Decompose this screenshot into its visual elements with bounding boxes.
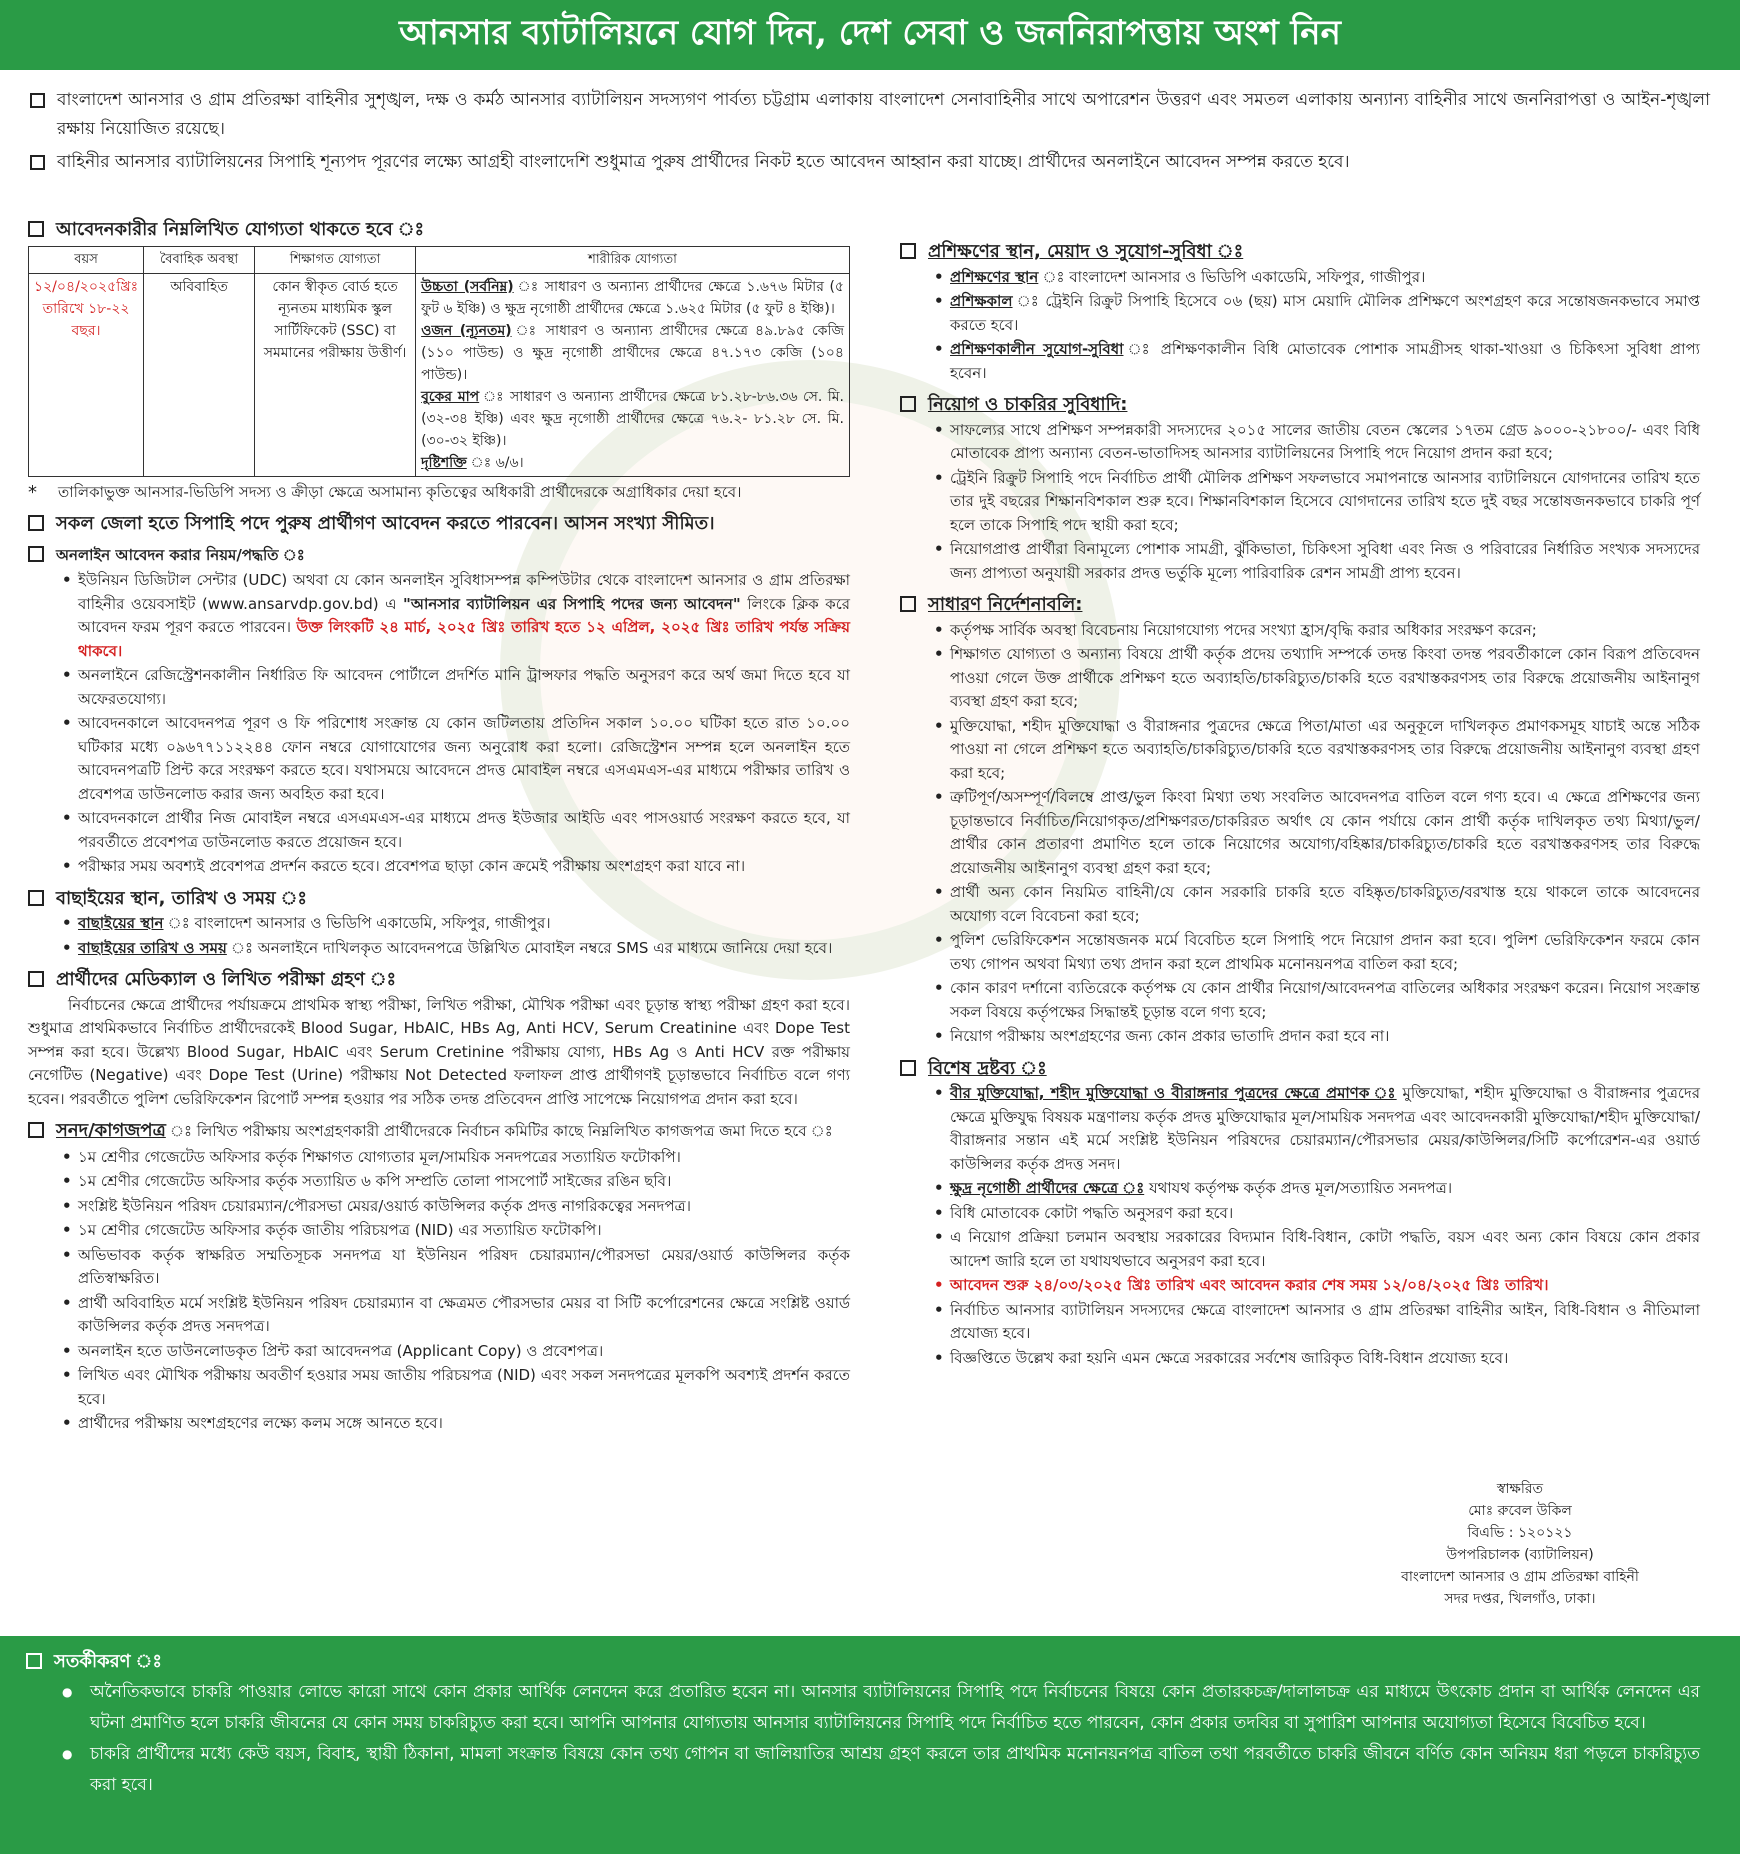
list-item: • মুক্তিযোদ্ধা, শহীদ মুক্তিযোদ্ধা ও বীরাঙ্গনার পুত্রদের ক্ষেত্রে পিতা/মাতা এর অনুকূলে দাখিলকৃত প্রমাণকসমূহ যাচাই অন্তে সঠিক পাওয়া না গেলে প্রশিক্ষণ হতে অব্যাহতি/চাকরিচ্যুত/চাকরি হতে বরখাস্তকরণসহ তার বিরুদ্ধে প্রয়োজনীয় আইনানুগ ব্যবস্থা গ্রহণ করা হবে;: [950, 715, 1700, 786]
general-heading: সাধারণ নির্দেশনাবলি:: [900, 593, 1700, 617]
checkbox-icon: [30, 155, 45, 170]
list-item: • পুলিশ ভেরিফিকেশন সন্তোষজনক মর্মে বিবেচিত হলে সিপাহি পদে নিয়োগ প্রদান করা হবে। পুলিশ ভেরিফিকেশন ফরমে কোন তথ্য গোপন অথবা মিথ্যা তথ্য প্রদান করা হলে প্রাথমিক মনোনয়নপত্র বাতিল করা হবে;: [950, 929, 1700, 976]
checkbox-icon: [26, 1653, 42, 1669]
special-heading: বিশেষ দ্রষ্টব্য ঃ: [900, 1057, 1700, 1081]
list-item: • প্রার্থী অন্য কোন নিয়মিত বাহিনী/যে কোন সরকারি চাকরি হতে বহিষ্কৃত/চাকরিচ্যুত/বরখাস্ত হয়ে থাকলে তাকে আবেদনের অযোগ্য বলে বিবেচনা করা হবে;: [950, 881, 1700, 928]
weight-requirement: ওজন (ন্যূনতম) ঃ সাধারণ ও অন্যান্য প্রার্থীদের ক্ষেত্রে ৪৯.৮৯৫ কেজি (১১০ পাউন্ড) ও ক্ষুদ্র নৃগোষ্ঠী প্রার্থীদের ক্ষেত্রে ৪৭.১৭৩ কেজি (১০৪ পাউন্ড)।: [421, 322, 844, 383]
training-list: [900, 266, 1700, 386]
checkbox-icon: [30, 93, 45, 108]
documents-heading: সনদ/কাগজপত্র ঃ লিখিত পরীক্ষায় অংশগ্রহণকারী প্রার্থীদেরকে নির্বাচন কমিটির কাছে নিম্নলিখিত কাগজপত্র জমা দিতে হবে ঃ: [28, 1119, 850, 1144]
intro-section: [30, 86, 1710, 181]
checkbox-icon: [900, 1060, 916, 1076]
list-item: • বিধি মোতাবেক কোটা পদ্ধতি অনুসরণ করা হবে।: [950, 1202, 1700, 1226]
signature-line: বিএভি : ১২০১২১: [1467, 1525, 1573, 1541]
list-item: • অনলাইনে রেজিস্ট্রেশনকালীন নির্ধারিত ফি আবেদন পোর্টালে প্রদর্শিত মানি ট্রান্সফার পদ্ধতি অনুসরণ করে অর্থ জমা দিতে হবে যা অফেরতযোগ্য।: [78, 664, 850, 711]
training-heading: প্রশিক্ষণের স্থান, মেয়াদ ও সুযোগ-সুবিধা ঃ: [900, 240, 1700, 264]
signature-line: স্বাক্ষরিত: [1496, 1481, 1544, 1497]
list-item: • ১ম শ্রেণীর গেজেটেড অফিসার কর্তৃক সত্যায়িত ৬ কপি সম্প্রতি তোলা পাসপোর্ট সাইজের রঙিন ছবি।: [78, 1170, 850, 1194]
signature-line: মোঃ রুবেল উকিল: [1468, 1503, 1572, 1519]
list-item: • পরীক্ষার সময় অবশ্যই প্রবেশপত্র প্রদর্শন করতে হবে। প্রবেশপত্র ছাড়া কোন ক্রমেই পরীক্ষায় অংশগ্রহণ করা যাবে না।: [78, 855, 850, 879]
general-list: [900, 619, 1700, 1049]
checkbox-icon: [28, 890, 44, 906]
checkbox-icon: [900, 596, 916, 612]
checkbox-icon: [28, 546, 44, 562]
checkbox-icon: [28, 971, 44, 987]
table-header: বৈবাহিক অবস্থা: [144, 246, 255, 273]
table-header: শিক্ষাগত যোগ্যতা: [255, 246, 416, 273]
online-heading: অনলাইন আবেদন করার নিয়ম/পদ্ধতি ঃ: [28, 544, 850, 568]
all-district-heading: সকল জেলা হতে সিপাহি পদে পুরুষ প্রার্থীগণ আবেদন করতে পারবেন। আসন সংখ্যা সীমিত।: [28, 512, 850, 536]
list-item: ● চাকরি প্রার্থীদের মধ্যে কেউ বয়স, বিবাহ, স্থায়ী ঠিকানা, মামলা সংক্রান্ত বিষয়ে কোন তথ্য গোপন বা জালিয়াতির আশ্রয় গ্রহণ করলে তার প্রাথমিক মনোনয়নপত্র বাতিল তথা পরবর্তীতে চাকরি জীবনে বর্ণিত কোন অনিয়ম ধরা পড়লে চাকরিচ্যুত করা হবে।: [90, 1739, 1700, 1801]
list-item: • ক্ষুদ্র নৃগোষ্ঠী প্রার্থীদের ক্ষেত্রে ঃ যথাযথ কর্তৃপক্ষ কর্তৃক প্রদত্ত মূল/সত্যায়িত সনদপত্র।: [950, 1177, 1700, 1201]
list-item: • ইউনিয়ন ডিজিটাল সেন্টার (UDC) অথবা যে কোন অনলাইন সুবিধাসম্পন্ন কম্পিউটার থেকে বাংলাদেশ আনসার ও গ্রাম প্রতিরক্ষা বাহিনীর ওয়েবসাইট (www.ansarvdp.gov.bd) এ "আনসার ব্যাটালিয়ন এর সিপাহি পদের জন্য আবেদন" লিংকে ক্লিক করে আবেদন ফরম পূরণ করতে পারবেন। উক্ত লিংকটি ২৪ মার্চ, ২০২৫ খ্রিঃ তারিখ হতে ১২ এপ্রিল, ২০২৫ খ্রিঃ তারিখ পর্যন্ত সক্রিয় থাকবে।: [78, 569, 850, 663]
list-item: • কর্তৃপক্ষ সার্বিক অবস্থা বিবেচনায় নিয়োগযোগ্য পদের সংখ্যা হ্রাস/বৃদ্ধি করার অধিকার সংরক্ষণ করেন;: [950, 619, 1700, 643]
list-item: • প্রার্থী অবিবাহিত মর্মে সংশ্লিষ্ট ইউনিয়ন পরিষদ চেয়ারম্যান বা ক্ষেত্রমত পৌরসভার মেয়র বা সিটি কর্পোরেশনের ক্ষেত্রে সংশ্লিষ্ট ওয়ার্ড কাউন্সিলর কর্তৃক প্রদত্ত সনদপত্র।: [78, 1292, 850, 1339]
list-item: • শিক্ষাগত যোগ্যতা ও অন্যান্য বিষয়ে প্রার্থী কর্তৃক প্রদেয় তথ্যাদি সম্পর্কে তদন্ত কিংবা তদন্ত পরবর্তীকালে কোন বিরূপ প্রতিবেদন পাওয়া গেলে উক্ত প্রার্থীকে প্রশিক্ষণ হতে অব্যাহতি/চাকরিচ্যুত/চাকরি হতে বরখাস্তকরণসহ তার বিরুদ্ধে প্রয়োজনীয় আইনানুগ ব্যবস্থা গ্রহণ করা হবে;: [950, 643, 1700, 714]
documents-list: [28, 1146, 850, 1436]
list-item: • বীর মুক্তিযোদ্ধা, শহীদ মুক্তিযোদ্ধা ও বীরাঙ্গনার পুত্রদের ক্ষেত্রে প্রমাণক ঃ মুক্তিযোদ্ধা, শহীদ মুক্তিযোদ্ধা ও বীরাঙ্গনার পুত্রদের ক্ষেত্রে মুক্তিযুদ্ধ বিষয়ক মন্ত্রণালয় কর্তৃক প্রদত্ত মুক্তিযোদ্ধার মূল/সাময়িক সনদপত্র এবং আবেদনকারী মুক্তিযোদ্ধা/শহীদ মুক্তিযোদ্ধা/বীরাঙ্গনার সন্তান এই মর্মে সংশ্লিষ্ট ইউনিয়ন পরিষদের চেয়ারম্যান/পৌরসভার মেয়র/কাউন্সিলর/সিটি কর্পোরেশন-এর ওয়ার্ড কাউন্সিলর কর্তৃক প্রদত্ত সনদ।: [950, 1082, 1700, 1176]
table-header-row: [29, 246, 850, 273]
selection-heading: বাছাইয়ের স্থান, তারিখ ও সময় ঃ: [28, 887, 850, 911]
list-item: • ১ম শ্রেণীর গেজেটেড অফিসার কর্তৃক শিক্ষাগত যোগ্যতার মূল/সাময়িক সনদপত্রের সত্যায়িত ফটোকপি।: [78, 1146, 850, 1170]
intro-paragraph: বাংলাদেশ আনসার ও গ্রাম প্রতিরক্ষা বাহিনীর সুশৃঙ্খল, দক্ষ ও কর্মঠ আনসার ব্যাটালিয়ন সদস্যগণ পার্বত্য চট্টগ্রাম এলাকায় বাংলাদেশ সেনাবাহিনীর সাথে অপারেশন উত্তরণ এবং সমতল এলাকায় অন্যান্য বাহিনীর সাথে জননিরাপত্তা ও আইন-শৃঙ্খলা রক্ষায় নিয়োজিত রয়েছে।: [30, 86, 1710, 144]
list-item: • আবেদনকালে প্রার্থীর নিজ মোবাইল নম্বরে এসএমএস-এর মাধ্যমে প্রদত্ত ইউজার আইডি এবং পাসওয়ার্ড সংরক্ষণ করতে হবে, যা পরবর্তীতে প্রবেশপত্র ডাউনলোড করতে প্রয়োজন হবে।: [78, 807, 850, 854]
signature-line: সদর দপ্তর, খিলগাঁও, ঢাকা।: [1444, 1591, 1596, 1607]
asterisk-icon: *: [28, 481, 37, 503]
list-item: • আবেদনকালে আবেদনপত্র পূরণ ও ফি পরিশোধ সংক্রান্ত যে কোন জটিলতায় প্রতিদিন সকাল ১০.০০ ঘটিকা হতে রাত ১০.০০ ঘটিকার মধ্যে ০৯৬৭৭১১২২৪৪ ফোন নম্বরে যোগাযোগের জন্য অনুরোধ করা হলো। রেজিস্ট্রেশন সম্পন্ন হলে অনলাইন হতে আবেদনপত্রটি প্রিন্ট করে সংরক্ষণ করতে হবে। যথাসময়ে আবেদনে প্রদত্ত মোবাইল নম্বরে এসএমএস-এর মাধ্যমে পরীক্ষার তারিখ ও প্রবেশপত্র ডাউনলোড করার জন্য অবহিত করা হবে।: [78, 712, 850, 806]
warning-heading: সতর্কীকরণ ঃ: [26, 1646, 1740, 1677]
marital-cell: অবিবাহিত: [144, 273, 255, 476]
banner-title: আনসার ব্যাটালিয়নে যোগ দিন, দেশ সেবা ও জননিরাপত্তায় অংশ নিন: [0, 0, 1740, 70]
list-item: • নির্বাচিত আনসার ব্যাটালিয়ন সদস্যদের ক্ষেত্রে বাংলাদেশ আনসার ও গ্রাম প্রতিরক্ষা বাহিনীর আইন, বিধি-বিধান ও নীতিমালা প্রযোজ্য হবে।: [950, 1299, 1700, 1346]
chest-requirement: বুকের মাপ ঃ সাধারণ ও অন্যান্য প্রার্থীদের ক্ষেত্রে ৮১.২৮-৮৬.৩৬ সে. মি. (৩২-৩৪ ইঞ্চি) এবং ক্ষুদ্র নৃগোষ্ঠী প্রার্থীদের ক্ষেত্রে ৭৬.২- ৮১.২৮ সে. মি. (৩০-৩২ ইঞ্চি)।: [421, 388, 844, 449]
list-item: • অনলাইন হতে ডাউনলোডকৃত প্রিন্ট করা আবেদনপত্র (Applicant Copy) ও প্রবেশপত্র।: [78, 1340, 850, 1364]
list-item: • ট্রেইনি রিক্রুট সিপাহি পদে নির্বাচিত প্রার্থী মৌলিক প্রশিক্ষণ সফলভাবে সমাপনান্তে আনসার ব্যাটালিয়নে যোগদানের তারিখ হতে তার দুই বছরের শিক্ষানবিশকাল শুরু হবে। শিক্ষানবিশকাল হিসেবে যোগদানের তারিখ হতে দুই বছর সন্তোষজনকভাবে চাকরি পূর্ণ হলে তাকে সিপাহি পদে স্থায়ী করা হবে;: [950, 467, 1700, 538]
list-item: • ত্রুটিপূর্ণ/অসম্পূর্ণ/বিলম্বে প্রাপ্ত/ভুল কিংবা মিথ্যা তথ্য সংবলিত আবেদনপত্র বাতিল বলে গণ্য হবে। এ ক্ষেত্রে প্রশিক্ষণের জন্য চূড়ান্তভাবে নির্বাচিত/নিয়োগকৃত/প্রশিক্ষণরত/চাকরিরত অর্থাৎ যে কোন পর্যায়ে কোন প্রার্থী কর্তৃক দাখিলকৃত তথ্য মিথ্যা/ভুল/প্রার্থীর কোন প্রতারণা প্রমাণিত হলে তাকে নিয়োগের অযোগ্য/বহিষ্কার/চাকরিচ্যুত/চাকরি হতে বরখাস্তকরণসহ তার বিরুদ্ধে প্রয়োজনীয় আইনানুগ ব্যবস্থা গ্রহণ করা হবে;: [950, 786, 1700, 880]
application-dates: • আবেদন শুরু ২৪/০৩/২০২৫ খ্রিঃ তারিখ এবং আবেদন করার শেষ সময় ১২/০৪/২০২৫ খ্রিঃ তারিখ।: [950, 1274, 1700, 1298]
warning-footer: [0, 1636, 1740, 1854]
checkbox-icon: [900, 243, 916, 259]
list-item: • বিজ্ঞপ্তিতে উল্লেখ করা হয়নি এমন ক্ষেত্রে সরকারের সর্বশেষ জারিকৃত বিধি-বিধান প্রযোজ্য হবে।: [950, 1347, 1700, 1371]
age-cell: ১২/০৪/২০২৫খ্রিঃ তারিখে ১৮-২২ বছর।: [29, 273, 144, 476]
table-header: শারীরিক যোগ্যতা: [416, 246, 850, 273]
selection-list: [28, 912, 850, 960]
right-column: [900, 232, 1700, 1371]
warning-list: [0, 1677, 1740, 1801]
checkbox-icon: [28, 515, 44, 531]
list-item: • প্রশিক্ষকাল ঃ ট্রেইনি রিক্রুট সিপাহি হিসেবে ০৬ (ছয়) মাস মেয়াদি মৌলিক প্রশিক্ষণে অংশগ্রহণ করে সন্তোষজনকভাবে সমাপ্ত করতে হবে।: [950, 290, 1700, 337]
signature-line: বাংলাদেশ আনসার ও গ্রাম প্রতিরক্ষা বাহিনী: [1401, 1569, 1639, 1585]
list-item: • নিয়োগপ্রাপ্ত প্রার্থীরা বিনামূল্যে পোশাক সামগ্রী, ঝুঁকিভাতা, চিকিৎসা সুবিধা এবং নিজ ও পরিবারের নির্ধারিত সংখ্যক সদস্যদের জন্য প্রাপ্যতা অনুযায়ী সরকার প্রদত্ত ভর্তুকি মূল্যে পারিবারিক রেশন সামগ্রী প্রাপ্য হবেন।: [950, 538, 1700, 585]
list-item: • অভিভাবক কর্তৃক স্বাক্ষরিত সম্মতিসূচক সনদপত্র যা ইউনিয়ন পরিষদ চেয়ারম্যান/পৌরসভা মেয়র/ওয়ার্ড কাউন্সিলর কর্তৃক প্রতিস্বাক্ষরিত।: [78, 1244, 850, 1291]
list-item: • বাছাইয়ের স্থান ঃ বাংলাদেশ আনসার ও ভিডিপি একাডেমি, সফিপুর, গাজীপুর।: [78, 912, 850, 936]
signature-line: উপপরিচালক (ব্যাটালিয়ন): [1446, 1547, 1594, 1563]
list-item: • লিখিত এবং মৌখিক পরীক্ষায় অবতীর্ণ হওয়ার সময় জাতীয় পরিচয়পত্র (NID) এবং সকল সনদপত্রের মূলকপি অবশ্যই প্রদর্শন করতে হবে।: [78, 1364, 850, 1411]
list-item: • নিয়োগ পরীক্ষায় অংশগ্রহণের জন্য কোন প্রকার ভাতাদি প্রদান করা হবে না।: [950, 1025, 1700, 1049]
table-header: বয়স: [29, 246, 144, 273]
list-item: • এ নিয়োগ প্রক্রিয়া চলমান অবস্থায় সরকারের বিদ্যমান বিধি-বিধান, কোটা পদ্ধতি, বয়স এবং অন্য কোন বিষয়ে কোন প্রকার আদেশ জারি হলে তা যথাযথভাবে অনুসরণ করা হবে।: [950, 1226, 1700, 1273]
list-item: • সংশ্লিষ্ট ইউনিয়ন পরিষদ চেয়ারম্যান/পৌরসভা মেয়র/ওয়ার্ড কাউন্সিলর কর্তৃক প্রদত্ত নাগরিকত্বের সনদপত্র।: [78, 1195, 850, 1219]
signature-block: [1350, 1478, 1690, 1610]
priority-note: * তালিকাভুক্ত আনসার-ভিডিপি সদস্য ও ক্রীড়া ক্ষেত্রে অসামান্য কৃতিত্বের অধিকারী প্রার্থীদেরকে অগ্রাধিকার দেয়া হবে।: [28, 481, 742, 503]
table-row: [29, 273, 850, 476]
left-column: [28, 210, 850, 1437]
list-item: • প্রশিক্ষণকালীন সুযোগ-সুবিধা ঃ প্রশিক্ষণকালীন বিধি মোতাবেক পোশাক সামগ্রীসহ থাকা-খাওয়া ও চিকিৎসা সুবিধা প্রাপ্য হবেন।: [950, 338, 1700, 385]
eligibility-heading: আবেদনকারীর নিম্নলিখিত যোগ্যতা থাকতে হবে ঃ: [28, 218, 850, 242]
list-item: • প্রশিক্ষণের স্থান ঃ বাংলাদেশ আনসার ও ভিডিপি একাডেমি, সফিপুর, গাজীপুর।: [950, 266, 1700, 290]
medical-heading: প্রার্থীদের মেডিক্যাল ও লিখিত পরীক্ষা গ্রহণ ঃ: [28, 968, 850, 992]
list-item: • বাছাইয়ের তারিখ ও সময় ঃ অনলাইনে দাখিলকৃত আবেদনপত্রে উল্লিখিত মোবাইল নম্বরে SMS এর মাধ্যমে জানিয়ে দেয়া হবে।: [78, 937, 850, 961]
list-item: • সাফল্যের সাথে প্রশিক্ষণ সম্পন্নকারী সদস্যদের ২০১৫ সালের জাতীয় বেতন স্কেলের ১৭তম গ্রেড ৯০০০-২১৮০০/- এবং বিধি মোতাবেক প্রাপ্য অন্যান্য বেতন-ভাতাদিসহ আনসার ব্যাটালিয়নের সিপাহি পদে নিয়োগ প্রদান করা হবে;: [950, 419, 1700, 466]
vision-requirement: দৃষ্টিশক্তি ঃ ৬/৬।: [421, 454, 524, 471]
special-list: [900, 1082, 1700, 1370]
eligibility-table: [28, 246, 850, 477]
checkbox-icon: [900, 396, 916, 412]
physical-cell: [416, 273, 850, 476]
benefits-heading: নিয়োগ ও চাকরির সুবিধাদি:: [900, 393, 1700, 417]
education-cell: কোন স্বীকৃত বোর্ড হতে ন্যূনতম মাধ্যমিক স্কুল সার্টিফিকেট (SSC) বা সমমানের পরীক্ষায় উত্তীর্ণ।: [255, 273, 416, 476]
checkbox-icon: [28, 221, 44, 237]
intro-paragraph: বাহিনীর আনসার ব্যাটালিয়নের সিপাহি শূন্যপদ পূরণের লক্ষ্যে আগ্রহী বাংলাদেশি শুধুমাত্র পুরুষ প্রার্থীদের নিকট হতে আবেদন আহ্বান করা যাচ্ছে। প্রার্থীদের অনলাইনে আবেদন সম্পন্ন করতে হবে।: [30, 148, 1710, 177]
list-item: • কোন কারণ দর্শানো ব্যতিরেকে কর্তৃপক্ষ যে কোন প্রার্থীর নিয়োগ/আবেদনপত্র বাতিলের অধিকার সংরক্ষণ করেন। নিয়োগ সংক্রান্ত সকল বিষয়ে কর্তৃপক্ষের সিদ্ধান্তই চূড়ান্ত বলে গণ্য হবে;: [950, 977, 1700, 1024]
list-item: ● অনৈতিকভাবে চাকরি পাওয়ার লোভে কারো সাথে কোন প্রকার আর্থিক লেনদেন করে প্রতারিত হবেন না। আনসার ব্যাটালিয়নের সিপাহি পদে নির্বাচনের বিষয়ে কোন প্রতারকচক্র/দালালচক্র এর মাধ্যমে উৎকোচ প্রদান বা আর্থিক লেনদেন এর ঘটনা প্রমাণিত হলে চাকরি জীবনের যে কোন সময় চাকরিচ্যুত করা হবে। আপনি আপনার যোগ্যতায় আনসার ব্যাটালিয়নের সিপাহি পদে নির্বাচিত হতে পারবেন, কোন প্রকার তদবির বা সুপারিশ আপনার অযোগ্যতা হিসেবে বিবেচিত হবে।: [90, 1677, 1700, 1739]
online-list: [28, 569, 850, 879]
medical-text: নির্বাচনের ক্ষেত্রে প্রার্থীদের পর্যায়ক্রমে প্রাথমিক স্বাস্থ্য পরীক্ষা, লিখিত পরীক্ষা, মৌখিক পরীক্ষা এবং চূড়ান্ত স্বাস্থ্য পরীক্ষা গ্রহণ করা হবে। শুধুমাত্র প্রাথমিকভাবে নির্বাচিত প্রার্থীদেরকেই Blood Sugar, HbAIC, HBs Ag, Anti HCV, Serum Creatinine এবং Dope Test সম্পন্ন করা হবে। উল্লেখ্য Blood Sugar, HbAIC এবং Serum Cretinine পরীক্ষায় যোগ্য, HBs Ag ও Anti HCV রক্ত পরীক্ষায় নেগেটিভ (Negative) এবং Dope Test (Urine) পরীক্ষায় Not Detected ফলাফল প্রাপ্ত প্রার্থীগণই চূড়ান্তভাবে নির্বাচিত বলে গণ্য হবেন। পরবর্তীতে পুলিশ ভেরিফিকেশন রিপোর্ট সম্পন্ন হওয়ার পর সঠিক তদন্ত প্রতিবেদন প্রাপ্তি সাপেক্ষে নিয়োগপত্র প্রদান করা হবে।: [28, 995, 850, 1108]
list-item: • প্রার্থীদের পরীক্ষায় অংশগ্রহণের লক্ষ্যে কলম সঙ্গে আনতে হবে।: [78, 1412, 850, 1436]
list-item: • ১ম শ্রেণীর গেজেটেড অফিসার কর্তৃক জাতীয় পরিচয়পত্র (NID) এর সত্যায়িত ফটোকপি।: [78, 1219, 850, 1243]
height-requirement: উচ্চতা (সর্বনিম্ন) ঃ সাধারণ ও অন্যান্য প্রার্থীদের ক্ষেত্রে ১.৬৭৬ মিটার (৫ ফুট ৬ ইঞ্চি) ও ক্ষুদ্র নৃগোষ্ঠী প্রার্থীদের ক্ষেত্রে ১.৬২৫ মিটার (৫ ফুট ৪ ইঞ্চি)।: [421, 278, 844, 317]
checkbox-icon: [28, 1122, 44, 1138]
benefits-list: [900, 419, 1700, 586]
